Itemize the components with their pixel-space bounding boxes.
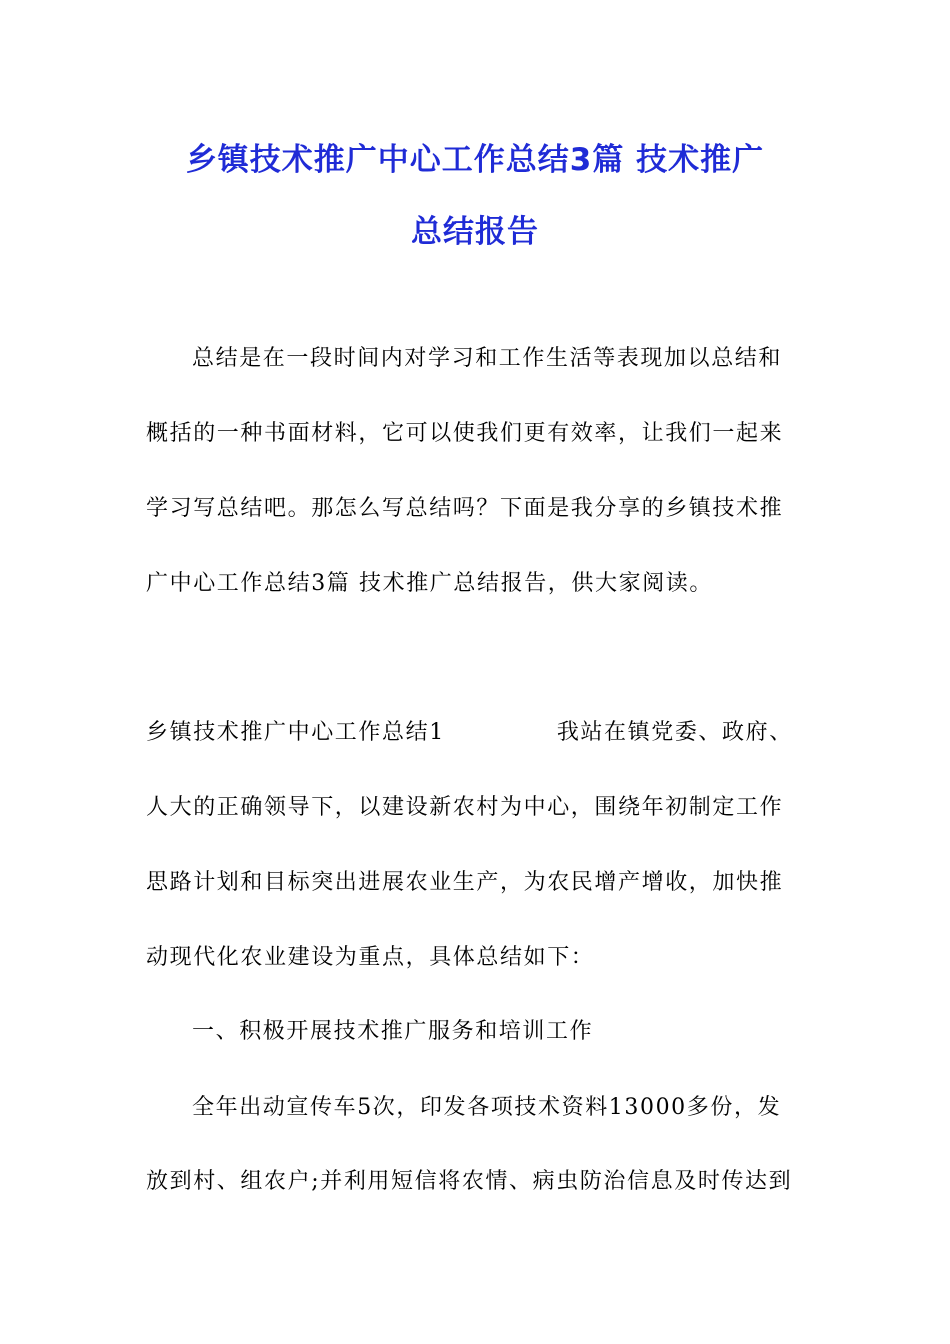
para2-line-2: 放到村、组农户;并利用短信将农情、病虫防治信息及时传达到 (146, 1169, 793, 1194)
section1-first-text: 我站在镇党委、政府、 (556, 720, 793, 745)
intro-line-3: 学习写总结吧。那怎么写总结吗？下面是我分享的乡镇技术推 (146, 496, 784, 521)
section1-line-3: 思路计划和目标突出进展农业生产，为农民增产增收，加快推 (146, 870, 784, 895)
intro-line-1: 总结是在一段时间内对学习和工作生活等表现加以总结和 (192, 346, 783, 371)
section1-line-4: 动现代化农业建设为重点，具体总结如下： (146, 945, 595, 970)
intro-line-2: 概括的一种书面材料，它可以使我们更有效率，让我们一起来 (146, 421, 784, 446)
section1-line-2: 人大的正确领导下，以建设新农村为中心，围绕年初制定工作 (146, 795, 784, 820)
intro-line-4: 广中心工作总结3篇 技术推广总结报告，供大家阅读。 (146, 571, 713, 596)
para2-line-1: 全年出动宣传车5次，印发各项技术资料13000多份，发 (192, 1095, 782, 1120)
section1-first-line (146, 718, 806, 748)
document-title-line2: 总结报告 (411, 214, 539, 250)
subheading-1: 一、积极开展技术推广服务和培训工作 (192, 1019, 594, 1044)
document-title-line1: 乡镇技术推广中心工作总结3篇 技术推广 (185, 142, 765, 178)
section1-heading: 乡镇技术推广中心工作总结1 (146, 720, 445, 745)
